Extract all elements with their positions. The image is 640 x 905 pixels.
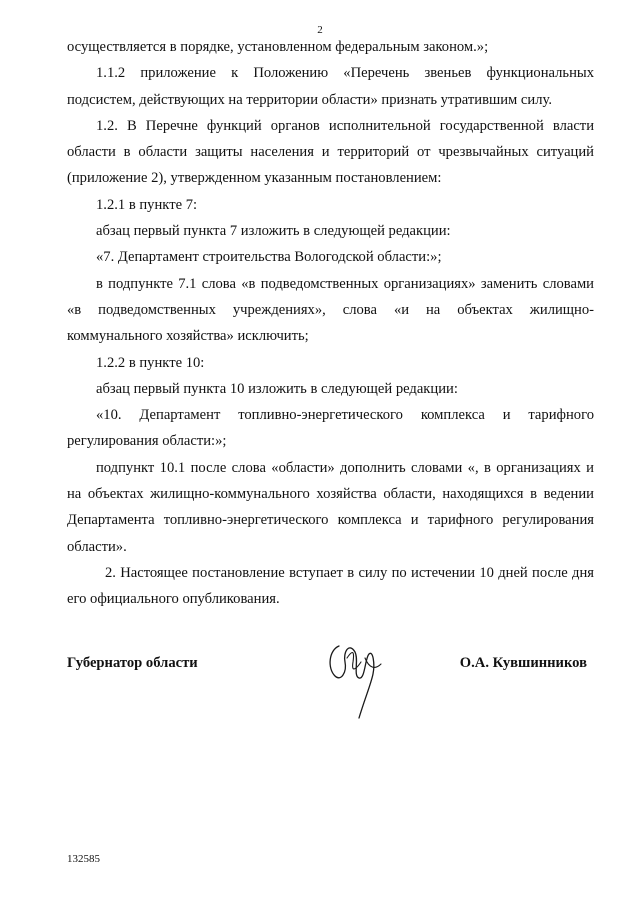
paragraph-7: в подпункте 7.1 слова «в подведомственных организациях» заменить словами «в подведомственных учреждениях», слова «и на объектах жилищно-коммунального хозяйства» исключить; [67, 275, 594, 345]
paragraph-3: 1.2. В Перечне функций органов исполнительной государственной власти области в области защиты населения и территорий от чрезвычайных ситуаций (приложение 2), утвержденном указанным постановлением: [67, 117, 594, 187]
paragraph-2: 1.1.2 приложение к Положению «Перечень звеньев функциональных подсистем, действующих на территории области» признать утратившим силу. [67, 65, 594, 108]
handwritten-signature-icon [325, 628, 385, 720]
paragraph-8: 1.2.2 в пункте 10: [96, 354, 205, 371]
document-code: 132585 [67, 853, 100, 865]
paragraph-12: 2. Настоящее постановление вступает в силу по истечении 10 дней после дня его официального опубликования. [67, 564, 594, 608]
paragraph-6: «7. Департамент строительства Вологодской области:»; [96, 249, 442, 266]
paragraph-5: абзац первый пункта 7 изложить в следующей редакции: [96, 223, 451, 240]
paragraph-11: подпункт 10.1 после слова «области» дополнить словами «, в организациях и на объектах жилищно-коммунального хозяйства области, находящихся в ведении Департамента топливно-энергетического комплекса и тарифного регулирования области». [67, 459, 594, 555]
paragraph-9: абзац первый пункта 10 изложить в следующей редакции: [96, 380, 458, 397]
document-body [67, 34, 594, 613]
signatory-name: О.А. Кувшинников [459, 655, 587, 671]
signatory-title: Губернатор области [67, 655, 198, 671]
paragraph-4: 1.2.1 в пункте 7: [96, 196, 198, 213]
paragraph-1: осуществляется в порядке, установленном федеральным законом.»; [67, 39, 489, 55]
page-number: 2 [317, 24, 323, 36]
paragraph-10: «10. Департамент топливно-энергетического комплекса и тарифного регулирования области:»; [67, 407, 594, 450]
